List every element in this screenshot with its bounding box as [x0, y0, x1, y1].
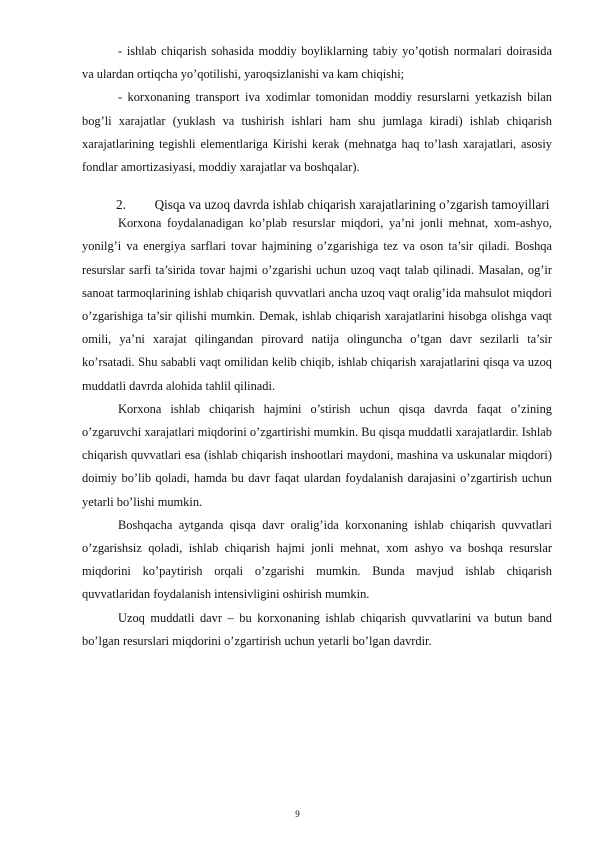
paragraph-natural-losses: - ishlab chiqarish sohasida moddiy boyliklarning tabiy yo’qotish normalari doirasida va ulardan ortiqcha yo’qotilishi, yaroqsizlanishi va kam chiqishi; [82, 44, 552, 82]
paragraph-transport-costs: - korxonaning transport iva xodimlar tomonidan moddiy resurslarni yetkazish bilan bog’li xarajatlar (yuklash va tushirish ishlari ham shu jumlaga kiradi) ishlab chiqarish xarajatlarining tegishli elementlariga Kirishi kerak (mehnatga haq to’lash xarajatlari, asosiy fondlar amortizasiyasi, moddiy xarajatlar va boshqalar). [82, 90, 552, 175]
section-title: Qisqa va uzoq davrda ishlab chiqarish xarajatlarining o’zgarish tamoyillari [154, 197, 550, 213]
page-number: 9 [295, 809, 300, 819]
section-number: 2. [116, 197, 126, 213]
paragraph-long-run: Uzoq muddatli davr – bu korxonaning ishlab chiqarish quvvatlarini va butun band bo’lgan resurslari miqdorini o’zgartirish uchun yetarli bo’lgan davrdir. [82, 610, 552, 648]
paragraph-resources-time: Korxona foydalanadigan ko’plab resurslar miqdori, ya’ni jonli mehnat, xom-ashyo, yonilg’i va energiya sarflari tovar hajmining o’zgarishiga tez va oson ta’sir qiladi. Boshqa resurslar sarfi ta’sirida tovar hajmi o’zgarishi uchun uzoq vaqt talab qilinadi. Masalan, og’ir sanoat tarmoqlarining ishlab chiqarish quvvatlari ancha uzoq vaqt oralig’ida mahsulot miqdori o’zgarishiga ta’sir qilishi mumkin. Demak, ishlab chiqarish xarajatlarini hisobga olishga vaqt omili, ya’ni xarajat qilingandan pirovard natija olinguncha o’tgan davr sezilarli ta’sir ko’rsatadi. Shu sababli vaqt omilidan kelib chiqib, ishlab chiqarish xarajatlarini qisqa va uzoq muddatli davrda alohida tahlil qilinadi. [82, 216, 552, 393]
section-heading [82, 197, 552, 212]
paragraph-short-run: Korxona ishlab chiqarish hajmini o’stirish uchun qisqa davrda faqat o’zining o’zgaruvchi xarajatlari miqdorini o’zgartirishi mumkin. Bu qisqa muddatli xarajatlardir. Ishlab chiqarish quvvatlari esa (ishlab chiqarish inshootlari maydoni, mashina va uskunalar miqdori) doimiy bo’lib qoladi, hamda bu davr faqat ulardan foydalanish darajasini o’zgartirish uchun yetarli bo’lishi mumkin. [82, 401, 552, 509]
paragraph-short-run-capacity: Boshqacha aytganda qisqa davr oralig’ida korxonaning ishlab chiqarish quvvatlari o’zgarishsiz qoladi, ishlab chiqarish hajmi jonli mehnat, xom ashyo va boshqa resurslar miqdorini ko’paytirish orqali o’zgarishi mumkin. Bunda mavjud ishlab chiqarish quvvatlaridan foydalanish intensivligini oshirish mumkin. [82, 517, 552, 602]
page-content [82, 40, 552, 653]
